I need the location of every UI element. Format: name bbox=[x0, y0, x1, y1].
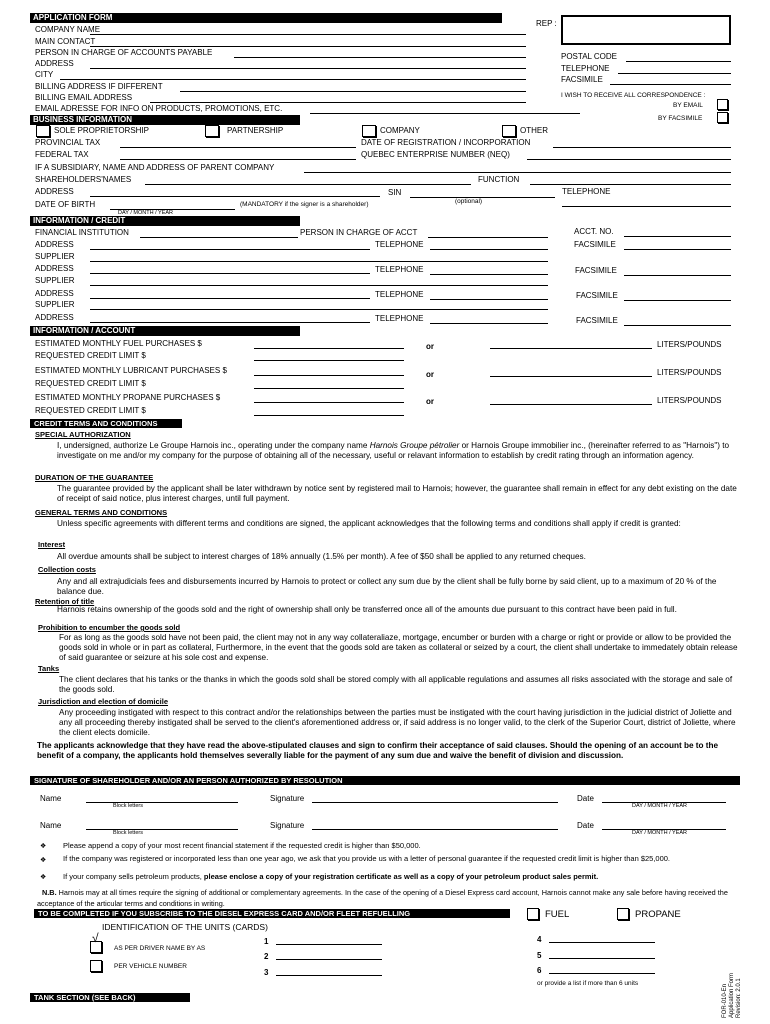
fuel-credit-limit-label: REQUESTED CREDIT LIMIT $ bbox=[35, 351, 146, 360]
lubricant-purchases-field[interactable] bbox=[254, 375, 404, 376]
jurisdiction-heading: Jurisdiction and election of domicile bbox=[38, 697, 169, 706]
signature-1-date-format: DAY / MONTH / YEAR bbox=[632, 803, 688, 809]
supplier-1-address-field[interactable] bbox=[90, 273, 370, 274]
signature-2-name-field[interactable] bbox=[86, 829, 238, 830]
email-info-field[interactable] bbox=[310, 113, 580, 114]
propane-checkbox[interactable] bbox=[617, 908, 629, 920]
other-checkbox[interactable] bbox=[502, 125, 516, 137]
by-facsimile-label: BY FACSIMILE bbox=[658, 115, 703, 122]
rep-field[interactable] bbox=[561, 15, 731, 45]
special-authorization-text-2: or Harnois Groupe immobilier inc., (hereinafter referred to as "Harnois") to investigate on me and/or my company for the purpose of obtaining all of the necessary, useful or relavant information to establish by credit rating through an information agency. bbox=[57, 441, 730, 460]
credit-telephone-field[interactable] bbox=[430, 249, 548, 250]
billing-address-label: BILLING ADDRESS IF DIFFERENT bbox=[35, 82, 163, 91]
application-form-title: APPLICATION FORM bbox=[30, 13, 502, 23]
acct-no-field[interactable] bbox=[624, 236, 731, 237]
propane-or-label: or bbox=[426, 397, 434, 406]
diamond-bullet-icon: ❖ bbox=[40, 857, 47, 864]
telephone-field[interactable] bbox=[618, 73, 731, 74]
supplier-3-address-field[interactable] bbox=[90, 322, 370, 323]
financial-institution-label: FINANCIAL INSTITUTION bbox=[35, 228, 129, 237]
shareholder-telephone-field[interactable] bbox=[562, 206, 731, 207]
unit-5-number: 5 bbox=[537, 951, 542, 960]
supplier-1-facsimile-field[interactable] bbox=[624, 275, 731, 276]
guarantee-heading: DURATION OF THE GUARANTEE bbox=[35, 473, 154, 482]
postal-code-label: POSTAL CODE bbox=[561, 52, 618, 61]
dob-format-hint: DAY / MONTH / YEAR bbox=[118, 210, 174, 216]
billing-email-label: BILLING EMAIL ADDRESS bbox=[35, 93, 133, 102]
credit-telephone-label: TELEPHONE bbox=[375, 240, 424, 249]
subsidiary-field[interactable] bbox=[304, 172, 731, 173]
retention-heading: Retention of title bbox=[35, 597, 95, 606]
partnership-label: PARTNERSHIP bbox=[227, 126, 284, 135]
credit-facsimile-label: FACSIMILE bbox=[574, 240, 616, 249]
nb-notice bbox=[37, 887, 737, 909]
identification-units-label: IDENTIFICATION OF THE UNITS (CARDS) bbox=[102, 922, 268, 932]
lubricant-purchases-label: ESTIMATED MONTHLY LUBRICANT PURCHASES $ bbox=[35, 366, 227, 375]
company-name-label: COMPANY NAME bbox=[35, 25, 101, 34]
sole-proprietorship-checkbox[interactable] bbox=[36, 125, 50, 137]
signature-2-date-label: Date bbox=[577, 821, 594, 830]
more-than-6-note: or provide a list if more than 6 units bbox=[537, 980, 639, 987]
bullet-petroleum-permit-a: If your company sells petroleum products, bbox=[63, 872, 204, 881]
bullet-financial-statement: Please append a copy of your most recent financial statement if the requested credit is higher than $50,000. bbox=[63, 841, 421, 850]
billing-email-field[interactable] bbox=[150, 102, 526, 103]
provincial-tax-field[interactable] bbox=[120, 147, 356, 148]
shareholder-telephone-label: TELEPHONE bbox=[562, 187, 611, 196]
credit-facsimile-field[interactable] bbox=[624, 249, 731, 250]
by-email-checkbox[interactable] bbox=[717, 99, 728, 110]
unit-5-field[interactable] bbox=[549, 958, 655, 959]
accounts-payable-field[interactable] bbox=[234, 57, 526, 58]
facsimile-field[interactable] bbox=[610, 84, 731, 85]
form-revision-block bbox=[722, 972, 762, 1020]
business-info-section: BUSINESS INFORMATION bbox=[30, 115, 300, 125]
supplier-3-field[interactable] bbox=[90, 309, 548, 310]
address-label: ADDRESS bbox=[35, 59, 74, 68]
diamond-bullet-icon: ❖ bbox=[40, 874, 47, 881]
sin-label: SIN bbox=[388, 188, 402, 197]
signature-1-name-label: Name bbox=[40, 794, 62, 803]
lubricant-liters-label: LITERS/POUNDS bbox=[657, 368, 722, 377]
supplier-2-telephone-field[interactable] bbox=[430, 299, 548, 300]
supplier-1-telephone-field[interactable] bbox=[430, 274, 548, 275]
interest-heading: Interest bbox=[38, 540, 66, 549]
supplier-2-field[interactable] bbox=[90, 285, 548, 286]
general-terms-heading: GENERAL TERMS AND CONDITIONS bbox=[35, 508, 168, 517]
date-registration-label: DATE OF REGISTRATION / INCORPORATION bbox=[361, 138, 531, 147]
date-registration-field[interactable] bbox=[553, 147, 731, 148]
telephone-label: TELEPHONE bbox=[561, 64, 610, 73]
signature-1-name-field[interactable] bbox=[86, 802, 238, 803]
prohibition-text: For as long as the goods sold have not been paid, the client may not in any way collateraliaze, mortgage, encumber or burden with a charge or right or provide or allow to be provided the goods sold in whole or in part as collateral, Furthermore, in the event that the goods sold are taken as collateral or seized by a court, the client shall undertake to immedately obtain release of said guarantee or seizure at his sole cost and expense. bbox=[59, 633, 738, 662]
fuel-liters-field[interactable] bbox=[490, 348, 652, 349]
function-label: FUNCTION bbox=[478, 175, 520, 184]
rep-label: REP : bbox=[536, 19, 557, 28]
unit-2-field[interactable] bbox=[276, 959, 382, 960]
propane-purchases-label: ESTIMATED MONTHLY PROPANE PURCHASES $ bbox=[35, 393, 221, 402]
main-contact-label: MAIN CONTACT bbox=[35, 37, 96, 46]
form-code: FOR-010-En bbox=[722, 983, 728, 1018]
supplier-1-telephone-label: TELEPHONE bbox=[375, 265, 424, 274]
per-driver-label: AS PER DRIVER NAME BY AS bbox=[114, 945, 206, 952]
unit-6-field[interactable] bbox=[549, 973, 655, 974]
form-revision: Revision: 2.0.1 bbox=[736, 978, 742, 1018]
company-name-field[interactable] bbox=[90, 34, 526, 35]
bullet-petroleum-permit-b: please enclose a copy of your registration certificate as well as a copy of your petroleum product sales permit. bbox=[203, 872, 599, 881]
unit-3-field[interactable] bbox=[276, 975, 382, 976]
company-checkbox[interactable] bbox=[362, 125, 376, 137]
supplier-1-label: SUPPLIER bbox=[35, 252, 75, 261]
supplier-3-facsimile-label: FACSIMILE bbox=[576, 316, 618, 325]
signature-2-block-letters: Block letters bbox=[113, 830, 143, 836]
correspondence-label: I WISH TO RECEIVE ALL CORRESPONDENCE : bbox=[561, 92, 706, 99]
by-facsimile-checkbox[interactable] bbox=[717, 112, 728, 123]
provincial-tax-label: PROVINCIAL TAX bbox=[35, 138, 101, 147]
collection-text: Any and all extrajudicials fees and disbursements incurred by Harnois to protect or collect any sum due by the client shall be fully borne by said client, up to a maximum of 20 % of the balance due. bbox=[57, 577, 717, 596]
credit-info-section: INFORMATION / CREDIT bbox=[30, 216, 300, 226]
propane-liters-field[interactable] bbox=[490, 404, 652, 405]
fuel-purchases-label: ESTIMATED MONTHLY FUEL PURCHASES $ bbox=[35, 339, 202, 348]
by-email-label: BY EMAIL bbox=[673, 102, 703, 109]
propane-label: PROPANE bbox=[635, 909, 681, 920]
fuel-credit-limit-field[interactable] bbox=[254, 360, 404, 361]
unit-2-number: 2 bbox=[264, 952, 269, 961]
financial-institution-field[interactable] bbox=[140, 237, 298, 238]
tanks-text: The client declares that his tanks or the thanks in which the goods sold shall be stored comply with all applicable regulations and assumes all risks associated with the storage and sale of the goods sold. bbox=[59, 675, 733, 694]
unit-4-field[interactable] bbox=[549, 942, 655, 943]
interest-text: All overdue amounts shall be subject to interest charges of 18% annually (1.5% per month). A fee of $50 shall be applied to any returned cheques. bbox=[57, 552, 586, 561]
supplier-1-facsimile-label: FACSIMILE bbox=[575, 266, 617, 275]
special-authorization-heading: SPECIAL AUTHORIZATION bbox=[35, 430, 131, 439]
neq-label: QUEBEC ENTERPRISE NUMBER (NEQ) bbox=[361, 150, 510, 159]
supplier-2-label: SUPPLIER bbox=[35, 276, 75, 285]
nb-label: N.B. bbox=[42, 888, 57, 897]
form-name: Application Form bbox=[729, 972, 735, 1018]
supplier-2-address-field[interactable] bbox=[90, 298, 370, 299]
supplier-2-telephone-label: TELEPHONE bbox=[375, 290, 424, 299]
postal-code-field[interactable] bbox=[626, 61, 731, 62]
signature-section: SIGNATURE OF SHAREHOLDER AND/OR AN PERSON AUTHORIZED BY RESOLUTION bbox=[30, 776, 740, 785]
special-authorization-text bbox=[57, 441, 737, 461]
address-field[interactable] bbox=[90, 68, 526, 69]
city-label: CITY bbox=[35, 70, 54, 79]
unit-3-number: 3 bbox=[264, 968, 269, 977]
per-driver-checkbox[interactable] bbox=[90, 941, 102, 953]
signature-1-signature-label: Signature bbox=[270, 794, 305, 803]
person-in-charge-label: PERSON IN CHARGE OF ACCT bbox=[300, 228, 418, 237]
collection-heading: Collection costs bbox=[38, 565, 96, 574]
diamond-bullet-icon: ❖ bbox=[40, 843, 47, 850]
federal-tax-field[interactable] bbox=[120, 159, 356, 160]
lubricant-or-label: or bbox=[426, 370, 434, 379]
city-field[interactable] bbox=[60, 79, 526, 80]
supplier-2-address-label: ADDRESS bbox=[35, 289, 74, 298]
signature-2-date-format: DAY / MONTH / YEAR bbox=[632, 830, 688, 836]
diesel-express-section: TO BE COMPLETED IF YOU SUBSCRIBE TO THE DIESEL EXPRESS CARD AND/OR FLEET REFUELLING bbox=[34, 909, 510, 918]
sole-proprietorship-label: SOLE PROPRIETORSHIP bbox=[54, 126, 149, 135]
fuel-checkbox[interactable] bbox=[527, 908, 539, 920]
shareholder-address-field[interactable] bbox=[90, 196, 380, 197]
signature-2-signature-field[interactable] bbox=[312, 829, 558, 830]
per-vehicle-label: PER VEHICLE NUMBER bbox=[114, 963, 187, 970]
tanks-heading: Tanks bbox=[38, 664, 60, 673]
unit-6-number: 6 bbox=[537, 966, 542, 975]
unit-4-number: 4 bbox=[537, 935, 542, 944]
neq-field[interactable] bbox=[527, 159, 731, 160]
credit-address-field[interactable] bbox=[90, 249, 370, 250]
credit-address-label: ADDRESS bbox=[35, 240, 74, 249]
accounts-payable-label: PERSON IN CHARGE OF ACCOUNTS PAYABLE bbox=[35, 48, 213, 57]
supplier-2-facsimile-label: FACSIMILE bbox=[576, 291, 618, 300]
signature-1-signature-field[interactable] bbox=[312, 802, 558, 803]
supplier-3-telephone-label: TELEPHONE bbox=[375, 314, 424, 323]
unit-1-number: 1 bbox=[264, 937, 269, 946]
email-info-label: EMAIL ADRESSE FOR INFO ON PRODUCTS, PROMOTIONS, ETC. bbox=[35, 104, 283, 113]
nb-text: Harnois may at all times require the signing of additional or complementary agreements. In the case of the opening of a Diesel Express card account, Harnois cannot make any sale before having received the acceptance of the articular terms and conditions in writing. bbox=[37, 888, 728, 908]
general-terms-text: Unless specific agreements with different terms and conditions are signed, the applicant acknowledges that the following terms and conditions shall apply if credit is granted: bbox=[57, 519, 681, 528]
person-in-charge-field[interactable] bbox=[428, 237, 548, 238]
lubricant-liters-field[interactable] bbox=[490, 376, 652, 377]
supplier-1-field[interactable] bbox=[90, 261, 548, 262]
tank-section-banner: TANK SECTION (SEE BACK) bbox=[30, 993, 190, 1002]
unit-1-field[interactable] bbox=[276, 944, 382, 945]
prohibition-heading: Prohibition to encumber the goods sold bbox=[38, 623, 181, 632]
per-vehicle-checkbox[interactable] bbox=[90, 960, 102, 972]
subsidiary-label: IF A SUBSIDIARY, NAME AND ADDRESS OF PARENT COMPANY bbox=[35, 163, 275, 172]
shareholders-field[interactable] bbox=[145, 184, 471, 185]
account-info-section: INFORMATION / ACCOUNT bbox=[30, 326, 300, 336]
signature-1-date-label: Date bbox=[577, 794, 594, 803]
retention-text: Harnois retains ownership of the goods sold and the right of ownership shall only be transferred once all of the amounts due pursuant to this contract have been paid in full. bbox=[57, 605, 677, 614]
signature-2-name-label: Name bbox=[40, 821, 62, 830]
acct-no-label: ACCT. NO. bbox=[574, 227, 614, 236]
bullet-petroleum-permit bbox=[63, 872, 733, 882]
propane-liters-label: LITERS/POUNDS bbox=[657, 396, 722, 405]
facsimile-label: FACSIMILE bbox=[561, 75, 603, 84]
propane-credit-limit-label: REQUESTED CREDIT LIMIT $ bbox=[35, 406, 146, 415]
fuel-label: FUEL bbox=[545, 909, 570, 920]
partnership-checkbox[interactable] bbox=[205, 125, 219, 137]
special-authorization-text-1: I, undersigned, authorize Le Groupe Harnois inc., operating under the company name bbox=[57, 441, 370, 450]
lubricant-credit-limit-label: REQUESTED CREDIT LIMIT $ bbox=[35, 379, 146, 388]
guarantee-text: The guarantee provided by the applicant shall be later withdrawn by notice sent by registered mail to Harnois; however, the guarantee shall remain in effect for any debt existing on the date of receipt of said notice, plus interest charges, until full payment. bbox=[57, 484, 737, 503]
date-of-birth-label: DATE OF BIRTH bbox=[35, 200, 96, 209]
supplier-2-facsimile-field[interactable] bbox=[624, 300, 731, 301]
company-label: COMPANY bbox=[380, 126, 420, 135]
supplier-3-label: SUPPLIER bbox=[35, 300, 75, 309]
main-contact-field[interactable] bbox=[90, 46, 526, 47]
billing-address-field[interactable] bbox=[180, 91, 526, 92]
supplier-3-telephone-field[interactable] bbox=[430, 323, 548, 324]
supplier-1-address-label: ADDRESS bbox=[35, 264, 74, 273]
fuel-liters-label: LITERS/POUNDS bbox=[657, 340, 722, 349]
check-mark-icon: √ bbox=[92, 931, 99, 945]
fuel-or-label: or bbox=[426, 342, 434, 351]
fuel-purchases-field[interactable] bbox=[254, 348, 404, 349]
supplier-3-facsimile-field[interactable] bbox=[624, 325, 731, 326]
federal-tax-label: FEDERAL TAX bbox=[35, 150, 89, 159]
other-label: OTHER bbox=[520, 126, 548, 135]
optional-note: (optional) bbox=[455, 198, 483, 205]
credit-terms-section: CREDIT TERMS AND CONDITIONS bbox=[30, 419, 182, 428]
sin-field[interactable] bbox=[410, 197, 555, 198]
signature-2-signature-label: Signature bbox=[270, 821, 305, 830]
propane-credit-limit-field[interactable] bbox=[254, 415, 404, 416]
supplier-3-address-label: ADDRESS bbox=[35, 313, 74, 322]
bullet-personal-guarantee: If the company was registered or incorporated less than one year ago, we ask that you provide us with a letter of personal guarantee if the requested credit limit is higher than $25,000. bbox=[63, 854, 671, 863]
propane-purchases-field[interactable] bbox=[254, 402, 404, 403]
mandatory-note: (MANDATORY if the signer is a shareholder) bbox=[240, 201, 369, 208]
signature-1-block-letters: Block letters bbox=[113, 803, 143, 809]
acknowledgement-text: The applicants acknowledge that they have read the above-stipulated clauses and sign to confirm their acceptance of said clauses. Should the opening of an account be to the benefit of a company, the applicants hold themselves severally liable for the payment of any sum due and waive the benefit of division and discussion. bbox=[37, 741, 719, 760]
shareholders-label: SHAREHOLDERS'NAMES bbox=[35, 175, 132, 184]
function-field[interactable] bbox=[530, 184, 731, 185]
lubricant-credit-limit-field[interactable] bbox=[254, 388, 404, 389]
harnois-company-name: Harnois Groupe pétrolier bbox=[369, 441, 460, 450]
shareholder-address-label: ADDRESS bbox=[35, 187, 74, 196]
jurisdiction-text: Any proceeding instigated with respect to this contract and/or the relationships between the parties must be instigated with the court having jurisdiction in the judicial district of Joliette and any all proceeding thereby instigated shall be served to the client's aforementioned address or, if said address is no longer valid, to the clerk of the Superior Court, district of Joliette, where the client elects domicile. bbox=[59, 708, 736, 737]
